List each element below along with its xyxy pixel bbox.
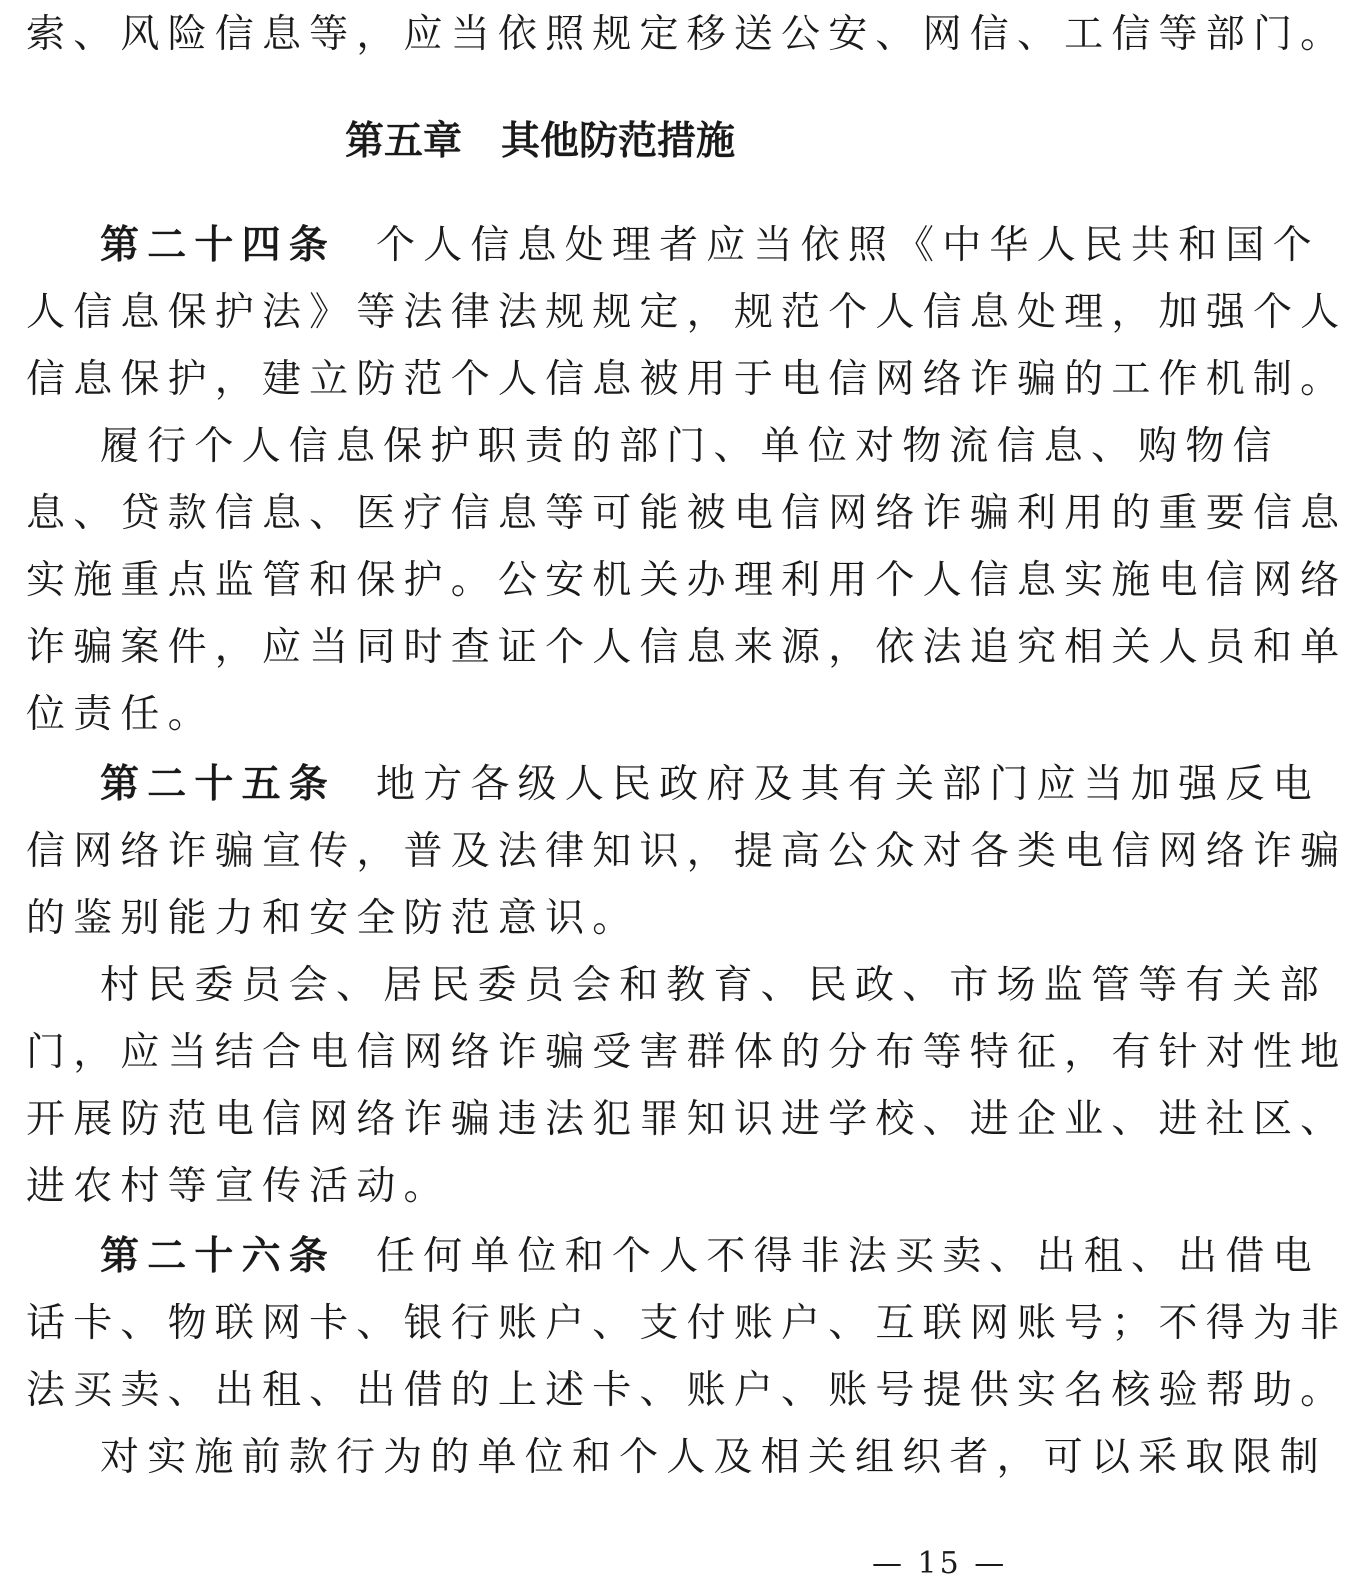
text-line: 息、贷款信息、医疗信息等可能被电信网络诈骗利用的重要信息 <box>26 491 1347 536</box>
text-line: 诈骗案件，应当同时查证个人信息来源，依法追究相关人员和单 <box>26 625 1347 670</box>
page-number: — 15 — <box>872 1546 1008 1581</box>
text-line: 的鉴别能力和安全防范意识。 <box>26 896 640 941</box>
text-line: 索、风险信息等，应当依照规定移送公安、网信、工信等部门。 <box>26 12 1347 57</box>
text-line: 开展防范电信网络诈骗违法犯罪知识进学校、进企业、进社区、 <box>26 1097 1347 1142</box>
text-line: 位责任。 <box>26 692 215 737</box>
article-first-line <box>100 762 1320 808</box>
text-line: 履行个人信息保护职责的部门、单位对物流信息、购物信 <box>100 424 1280 469</box>
article-label: 第二十五条 <box>100 762 336 807</box>
text-line: 人信息保护法》等法律法规规定，规范个人信息处理，加强个人 <box>26 290 1347 335</box>
text-line: 村民委员会、居民委员会和教育、民政、市场监管等有关部 <box>100 963 1327 1008</box>
text-line: 信息保护，建立防范个人信息被用于电信网络诈骗的工作机制。 <box>26 357 1347 402</box>
article-label: 第二十四条 <box>100 223 336 268</box>
text-line: 门，应当结合电信网络诈骗受害群体的分布等特征，有针对性地 <box>26 1030 1347 1075</box>
text-line: 对实施前款行为的单位和个人及相关组织者，可以采取限制 <box>100 1435 1327 1480</box>
article-first-line <box>100 223 1320 269</box>
text-line: 法买卖、出租、出借的上述卡、账户、账号提供实名核验帮助。 <box>26 1368 1347 1413</box>
text-line: 实施重点监管和保护。公安机关办理利用个人信息实施电信网络 <box>26 558 1347 603</box>
article-label: 第二十六条 <box>100 1234 336 1279</box>
article-text: 个人信息处理者应当依照《中华人民共和国个 <box>375 223 1320 268</box>
text-line: 信网络诈骗宣传，普及法律知识，提高公众对各类电信网络诈骗 <box>26 829 1347 874</box>
text-line: 进农村等宣传活动。 <box>26 1164 451 1209</box>
article-text: 地方各级人民政府及其有关部门应当加强反电 <box>375 762 1320 807</box>
article-text: 任何单位和个人不得非法买卖、出租、出借电 <box>375 1234 1320 1279</box>
article-first-line <box>100 1234 1320 1280</box>
chapter-heading: 第五章 其他防范措施 <box>344 119 735 164</box>
text-line: 话卡、物联网卡、银行账户、支付账户、互联网账号；不得为非 <box>26 1301 1347 1346</box>
